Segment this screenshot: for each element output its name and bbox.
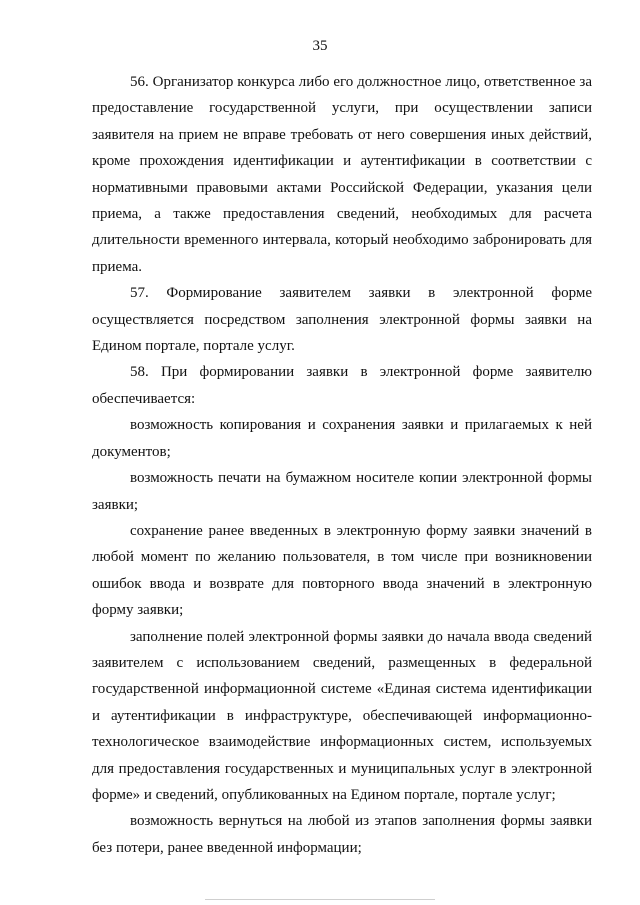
paragraph-56: 56. Организатор конкурса либо его должностное лицо, ответственное за предоставление государственной услуги, при осуществлении записи заявителя на прием не вправе требовать от него совершения иных действий, кроме прохождения идентификации и аутентификации в соответствии с нормативными правовыми актами Российской Федерации, указания цели приема, а также предоставления сведений, необходимых для расчета длительности временного интервала, который необходимо забронировать для приема. bbox=[92, 74, 592, 275]
list-item-print: возможность печати на бумажном носителе копии электронной формы заявки; bbox=[92, 470, 592, 513]
scan-edge-line bbox=[205, 899, 435, 900]
document-body bbox=[92, 69, 592, 861]
paragraph-57: 57. Формирование заявителем заявки в электронной форме осуществляется посредством заполнения электронной формы заявки на Едином портале, портале услуг. bbox=[92, 285, 592, 355]
list-item-save-values: сохранение ранее введенных в электронную форму заявки значений в любой момент по желанию пользователя, в том числе при возникновении ошибок ввода и возврате для повторного ввода значений в электронную форму заявки; bbox=[92, 522, 592, 619]
page-number: 35 bbox=[312, 38, 328, 54]
list-item-autofill: заполнение полей электронной формы заявки до начала ввода сведений заявителем с использованием сведений, размещенных в федеральной государственной информационной системе «Единая система идентификации и аутентификации в инфраструктуре, обеспечивающей информационно-технологическое взаимодействие информационных систем, используемых для предоставления государственных и муниципальных услуг в электронной форме» и сведений, опубликованных на Едином портале, портале услуг; bbox=[92, 628, 592, 803]
paragraph-58: 58. При формировании заявки в электронной форме заявителю обеспечивается: bbox=[92, 364, 592, 407]
list-item-return-to-step: возможность вернуться на любой из этапов заполнения формы заявки без потери, ранее введенной информации; bbox=[92, 813, 592, 856]
list-item-copy-save: возможность копирования и сохранения заявки и прилагаемых к ней документов; bbox=[92, 417, 592, 460]
